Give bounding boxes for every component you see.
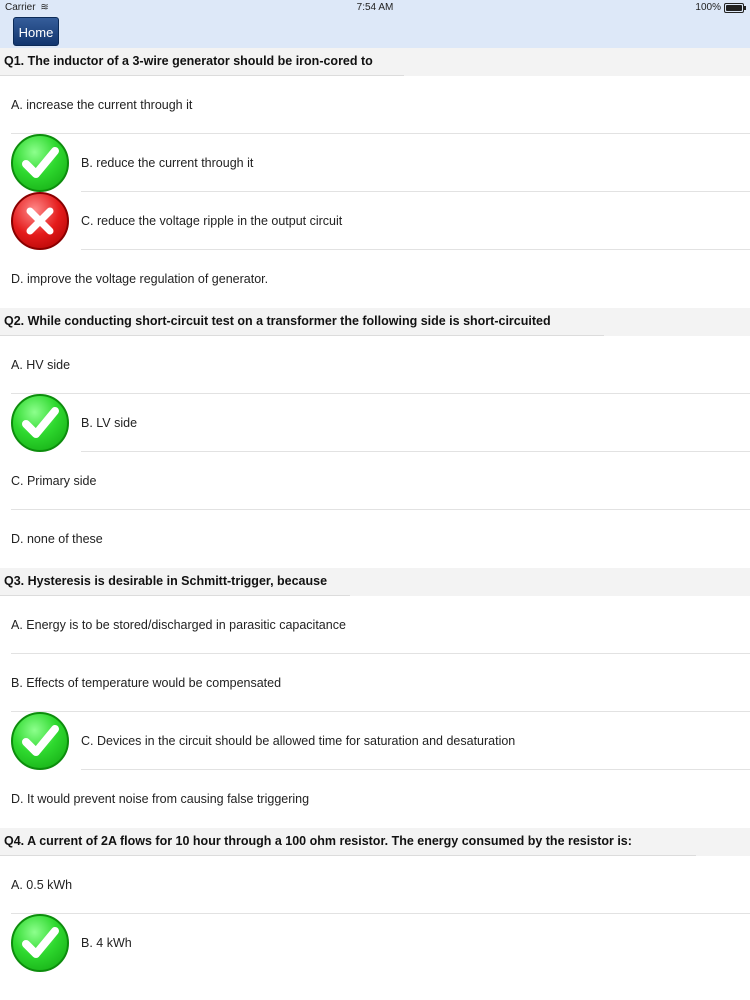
answer-option[interactable] — [0, 510, 750, 568]
battery-icon — [724, 3, 744, 13]
answer-option-label: C. reduce the voltage ripple in the output circuit — [81, 214, 343, 228]
question-text: Q2. While conducting short-circuit test on a transformer the following side is short-circuited — [4, 314, 551, 328]
answer-option[interactable] — [0, 192, 750, 250]
checkmark-icon — [11, 712, 69, 770]
answer-option[interactable] — [0, 134, 750, 192]
answer-option-label: A. 0.5 kWh — [11, 878, 73, 892]
question-header — [0, 828, 750, 856]
home-button[interactable]: Home — [13, 17, 59, 46]
status-time: 7:54 AM — [356, 2, 394, 13]
answer-option[interactable] — [0, 914, 750, 972]
answer-option[interactable] — [0, 250, 750, 308]
cross-icon — [11, 192, 69, 250]
answer-option[interactable] — [0, 336, 750, 394]
answer-option-label: A. increase the current through it — [11, 98, 193, 112]
answer-option[interactable] — [0, 770, 750, 828]
carrier-text: Carrier — [5, 2, 36, 13]
checkmark-icon — [11, 134, 69, 192]
answer-option-label: B. reduce the current through it — [81, 156, 254, 170]
answer-option[interactable] — [0, 394, 750, 452]
question-text: Q1. The inductor of a 3-wire generator should be iron-cored to — [4, 54, 373, 68]
answer-option-label: B. LV side — [81, 416, 138, 430]
status-bar — [0, 0, 750, 16]
question-text: Q4. A current of 2A flows for 10 hour through a 100 ohm resistor. The energy consumed by the resistor is: — [4, 834, 632, 848]
answer-option[interactable] — [0, 654, 750, 712]
answer-option-label: D. improve the voltage regulation of generator. — [11, 272, 269, 286]
wifi-icon: ≋ — [40, 2, 49, 13]
answer-option-label: A. HV side — [11, 358, 71, 372]
answer-option-label: C. Devices in the circuit should be allowed time for saturation and desaturation — [81, 734, 516, 748]
answer-option-label: B. Effects of temperature would be compensated — [11, 676, 282, 690]
question-header — [0, 308, 750, 336]
battery-indicator — [695, 2, 744, 13]
answer-option-label: D. It would prevent noise from causing false triggering — [11, 792, 310, 806]
answer-option[interactable] — [0, 76, 750, 134]
answer-option-label: B. 4 kWh — [81, 936, 132, 950]
answer-option-label: D. none of these — [11, 532, 103, 546]
question-text: Q3. Hysteresis is desirable in Schmitt-trigger, because — [4, 574, 328, 588]
answer-option[interactable] — [0, 856, 750, 914]
question-header — [0, 568, 750, 596]
checkmark-icon — [11, 914, 69, 972]
battery-percent: 100% — [695, 2, 721, 13]
checkmark-icon — [11, 394, 69, 452]
answer-option[interactable] — [0, 596, 750, 654]
nav-bar — [0, 16, 750, 48]
answer-option[interactable] — [0, 712, 750, 770]
question-header — [0, 48, 750, 76]
answer-option[interactable] — [0, 452, 750, 510]
answer-option-label: C. Primary side — [11, 474, 97, 488]
answer-option-label: A. Energy is to be stored/discharged in parasitic capacitance — [11, 618, 346, 632]
